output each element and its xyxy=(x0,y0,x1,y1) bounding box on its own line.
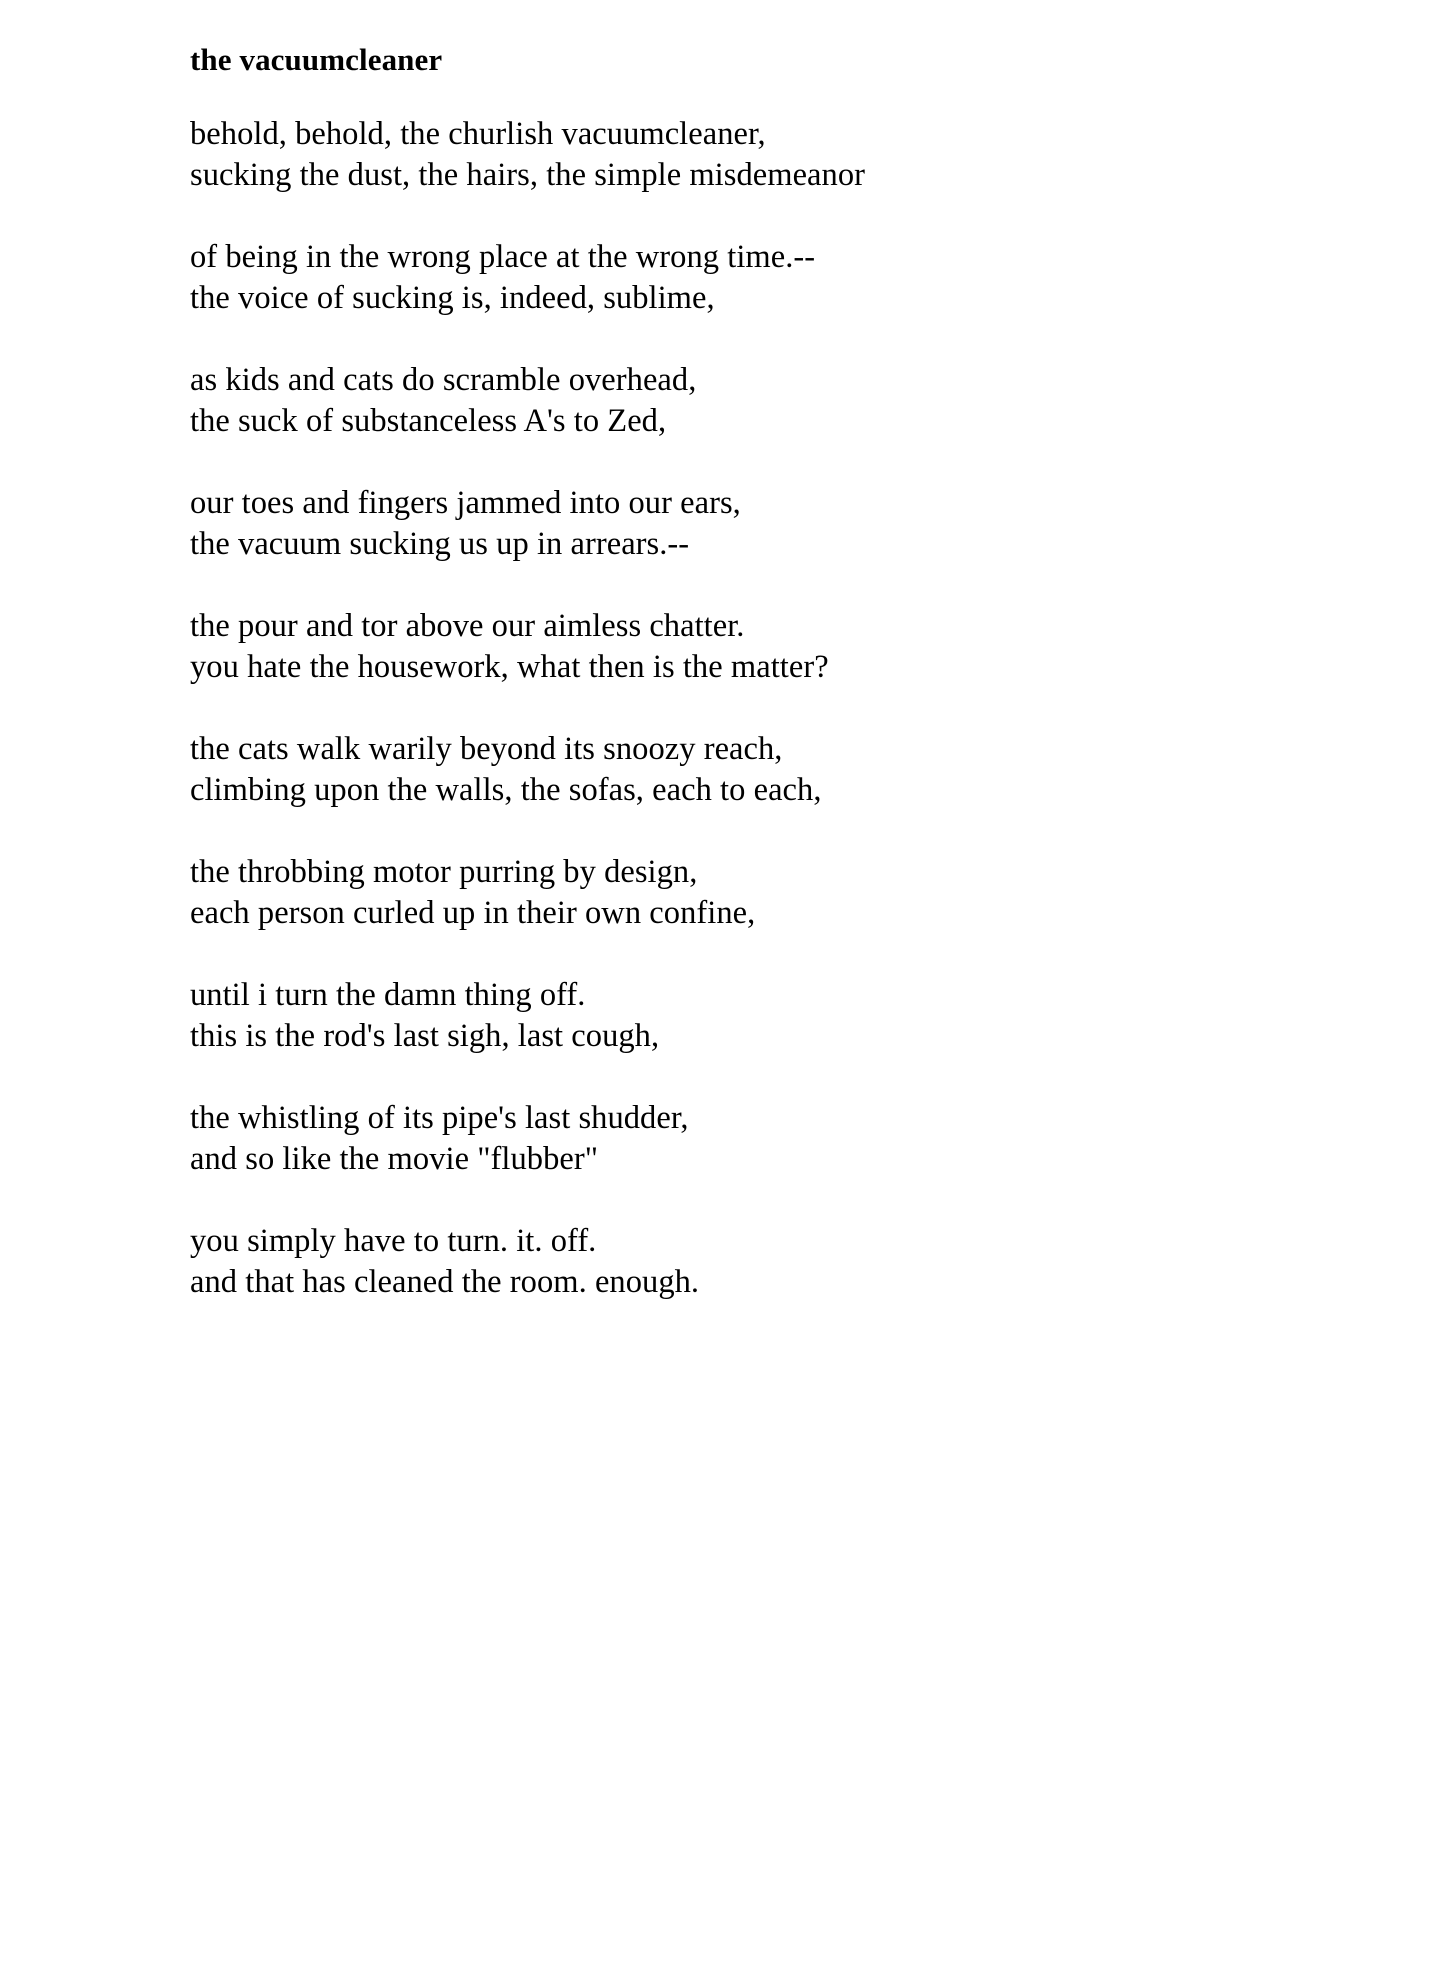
poem-line: the cats walk warily beyond its snoozy reach, xyxy=(190,731,783,767)
poem-stanza xyxy=(190,975,1430,1057)
poem-stanza xyxy=(190,606,1430,688)
poem-stanza xyxy=(190,114,1430,196)
poem-line: and so like the movie "flubber" xyxy=(190,1141,599,1177)
poem-line: each person curled up in their own confine, xyxy=(190,895,756,931)
poem-line: of being in the wrong place at the wrong time.-- xyxy=(190,239,816,275)
poem-line: until i turn the damn thing off. xyxy=(190,977,586,1013)
poem-line: this is the rod's last sigh, last cough, xyxy=(190,1018,660,1054)
poem-line: the pour and tor above our aimless chatter. xyxy=(190,608,745,644)
poem-line: as kids and cats do scramble overhead, xyxy=(190,362,697,398)
poem-stanza xyxy=(190,852,1430,934)
poem-stanza xyxy=(190,360,1430,442)
poem-line: the voice of sucking is, indeed, sublime, xyxy=(190,280,715,316)
poem-line: sucking the dust, the hairs, the simple misdemeanor xyxy=(190,157,865,193)
poem-line: climbing upon the walls, the sofas, each to each, xyxy=(190,772,822,808)
poem-stanza xyxy=(190,729,1430,811)
poem-line: our toes and fingers jammed into our ears, xyxy=(190,485,741,521)
page-title: the vacuumcleaner xyxy=(190,42,443,77)
poem-stanza xyxy=(190,1098,1430,1180)
poem-line: the vacuum sucking us up in arrears.-- xyxy=(190,526,690,562)
poem-line: the throbbing motor purring by design, xyxy=(190,854,698,890)
poem-stanza xyxy=(190,1221,1430,1303)
poem-line: behold, behold, the churlish vacuumcleaner, xyxy=(190,116,766,152)
poem-body xyxy=(190,114,1430,1303)
poem-line: the whistling of its pipe's last shudder, xyxy=(190,1100,689,1136)
poem-line: and that has cleaned the room. enough. xyxy=(190,1264,700,1300)
poem-stanza xyxy=(190,237,1430,319)
poem-stanza xyxy=(190,483,1430,565)
poem-line: you simply have to turn. it. off. xyxy=(190,1223,597,1259)
poem-line: you hate the housework, what then is the matter? xyxy=(190,649,829,685)
poem-line: the suck of substanceless A's to Zed, xyxy=(190,403,667,439)
